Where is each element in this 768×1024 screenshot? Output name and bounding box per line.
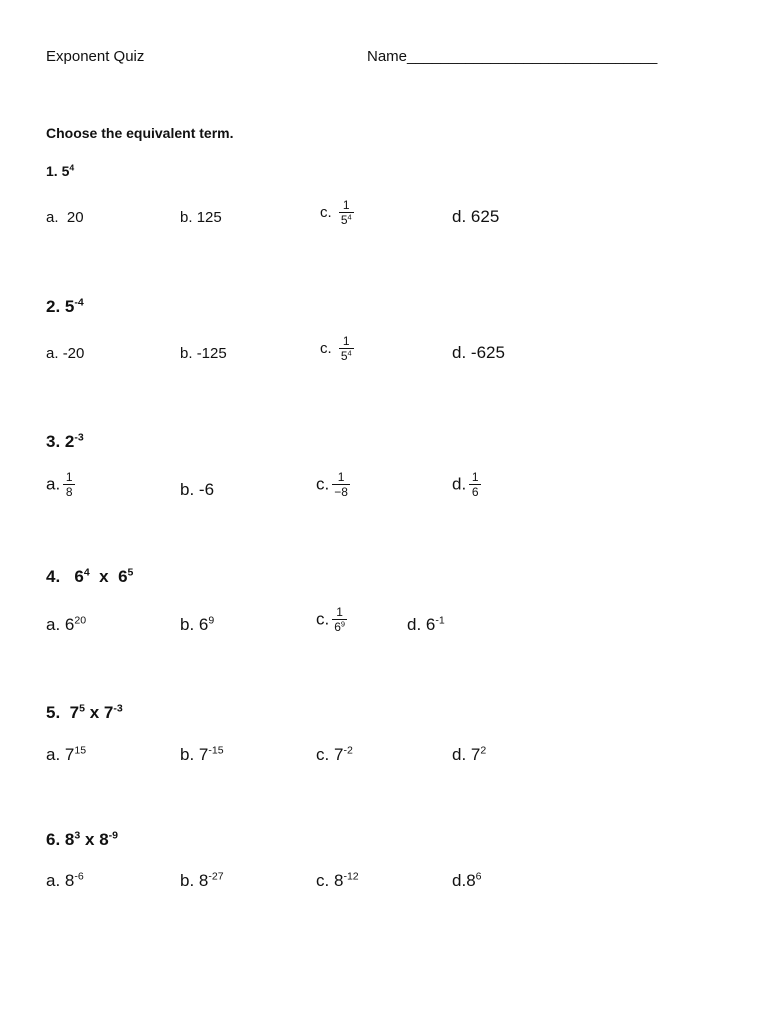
option-value: -625 (470, 343, 505, 362)
option-letter: b. (180, 615, 195, 634)
option-base: 8 (333, 871, 344, 890)
question-6 (46, 830, 118, 850)
option-value: -6 (198, 480, 215, 499)
fraction (332, 471, 350, 499)
fraction (63, 471, 75, 499)
option-exponent: 20 (74, 614, 87, 627)
option-base: 8 (198, 871, 209, 890)
multiply-operator: x (84, 830, 95, 849)
option-4d (407, 615, 445, 635)
question-1 (46, 163, 74, 179)
option-base: 7 (198, 745, 209, 764)
fraction-denominator: −8 (334, 485, 348, 499)
option-exponent: 15 (74, 744, 87, 757)
option-base: 6 (198, 615, 209, 634)
name-field-label: Name______________________________ (367, 48, 658, 65)
fraction-denominator: 6 (471, 485, 479, 499)
option-exponent: 9 (208, 614, 215, 627)
option-letter: c. (320, 203, 332, 221)
option-1c (320, 199, 354, 227)
option-letter: b. (180, 745, 195, 764)
option-letter: a. (46, 209, 59, 226)
term-base: 2 (64, 432, 75, 451)
option-2a (46, 345, 84, 362)
fraction-numerator: 1 (336, 605, 343, 619)
option-5c (316, 745, 353, 765)
option-value: 20 (66, 209, 84, 226)
option-exponent: -12 (343, 870, 359, 883)
option-value: -20 (62, 345, 85, 362)
option-base: 7 (333, 745, 344, 764)
question-number: 3. (46, 432, 61, 451)
option-6a (46, 871, 84, 891)
fraction-denominator: $6^9$ (334, 619, 346, 634)
option-letter: b. (180, 480, 195, 499)
instructions: Choose the equivalent term. (46, 125, 234, 141)
term-base: 7 (103, 703, 114, 722)
fraction-numerator: 1 (471, 470, 479, 484)
option-letter: b. (180, 345, 193, 362)
option-1b (180, 209, 222, 226)
term-base: 5 (61, 163, 70, 179)
option-letter: d. (452, 207, 467, 226)
fraction-denominator: $5^4$ (340, 212, 352, 227)
question-2 (46, 297, 84, 317)
question-3 (46, 432, 84, 452)
fraction-numerator: 1 (65, 470, 73, 484)
option-1a (46, 209, 84, 226)
option-letter: a. (46, 345, 59, 362)
option-6b (180, 871, 224, 891)
term-base: 5 (64, 297, 75, 316)
option-5a (46, 745, 86, 765)
term-exponent: -3 (113, 702, 123, 715)
option-letter: b. (180, 209, 193, 226)
quiz-title: Exponent Quiz (46, 48, 145, 65)
fraction (339, 335, 354, 363)
term-exponent: -9 (108, 829, 119, 842)
term-base: 8 (64, 830, 75, 849)
option-base: 8 (64, 871, 75, 890)
term-base: 6 (74, 567, 84, 586)
option-3b (180, 480, 214, 500)
term-exponent: 4 (69, 162, 75, 173)
option-2c (320, 335, 354, 363)
option-5b (180, 745, 224, 765)
option-3a (46, 471, 75, 499)
option-base: 7 (470, 745, 481, 764)
question-number: 2. (46, 297, 61, 316)
option-letter: a. (46, 615, 61, 634)
option-letter: a. (46, 871, 61, 890)
option-exponent: 2 (480, 744, 487, 757)
term-base: 7 (69, 703, 80, 722)
option-letter: c. (316, 474, 330, 494)
option-4a (46, 615, 86, 635)
fraction (332, 606, 347, 634)
option-letter: d. (452, 745, 467, 764)
option-letter: b. (180, 871, 195, 890)
term-exponent: -4 (74, 296, 84, 309)
option-exponent: -2 (343, 744, 353, 757)
term-exponent: 3 (74, 829, 81, 842)
option-base: 8 (466, 871, 476, 890)
question-number: 5. (46, 703, 61, 722)
option-letter: c. (316, 871, 330, 890)
question-number: 1. (46, 163, 58, 179)
fraction-numerator: 1 (337, 470, 345, 484)
option-exponent: -1 (435, 614, 445, 627)
option-letter: c. (316, 745, 330, 764)
option-letter: d. (452, 343, 467, 362)
option-6d (452, 871, 482, 891)
option-3d (452, 471, 481, 499)
term-base: 8 (99, 830, 109, 849)
fraction (339, 199, 354, 227)
option-letter: c. (320, 339, 332, 357)
option-4c (316, 606, 347, 634)
term-exponent: 5 (79, 702, 85, 715)
option-base: 6 (64, 615, 75, 634)
option-letter: a. (46, 745, 61, 764)
option-6c (316, 871, 359, 891)
multiply-operator: x (99, 567, 109, 586)
question-5 (46, 703, 123, 723)
option-3c (316, 471, 350, 499)
term-base: 6 (118, 567, 128, 586)
fraction-denominator: $5^4$ (340, 348, 352, 363)
option-letter: c. (316, 609, 330, 629)
option-base: 6 (425, 615, 436, 634)
option-base: 7 (64, 745, 75, 764)
option-exponent: 6 (475, 870, 482, 883)
question-number: 6. (46, 830, 61, 849)
option-letter: d. (452, 871, 467, 890)
option-letter: d. (407, 615, 422, 634)
option-exponent: -27 (208, 870, 224, 883)
fraction-numerator: 1 (342, 198, 350, 212)
option-2b (180, 345, 227, 362)
option-4b (180, 615, 214, 635)
multiply-operator: x (89, 703, 100, 722)
fraction (469, 471, 481, 499)
option-5d (452, 745, 486, 765)
option-letter: a. (46, 474, 61, 494)
option-letter: d. (452, 474, 467, 494)
term-exponent: 4 (83, 566, 90, 579)
option-2d (452, 343, 505, 363)
option-value: -125 (196, 345, 227, 362)
option-1d (452, 207, 499, 227)
fraction-numerator: 1 (342, 334, 350, 348)
term-exponent: 5 (127, 566, 134, 579)
question-4 (46, 567, 133, 587)
option-exponent: -6 (74, 870, 84, 883)
option-exponent: -15 (208, 744, 224, 757)
option-value: 625 (470, 207, 500, 226)
term-exponent: -3 (74, 431, 84, 444)
fraction-denominator: 8 (65, 485, 73, 499)
option-value: 125 (196, 209, 222, 226)
question-number: 4. (46, 567, 61, 586)
